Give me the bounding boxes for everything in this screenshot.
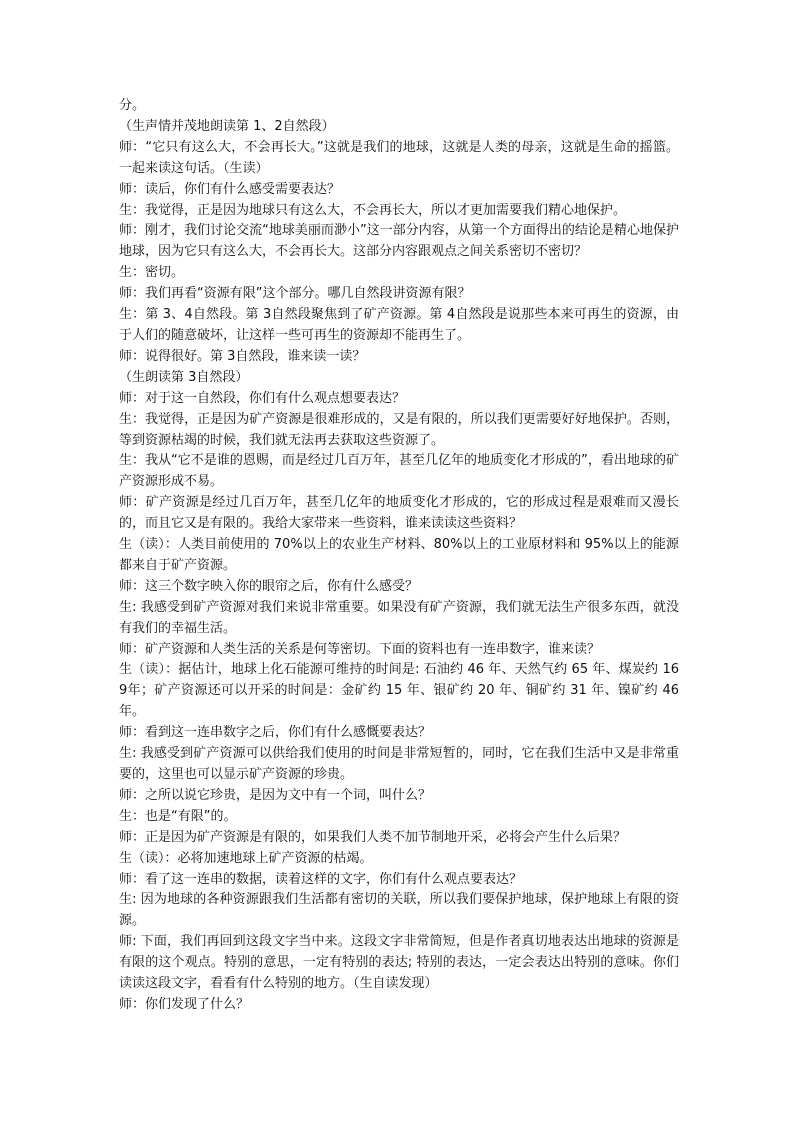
paragraph: 生：我觉得，正是因为矿产资源是很难形成的，又是有限的，所以我们更需要好好地保护。否则，等到资源枯竭的时候，我们就无法再去获取这些资源了。 <box>119 411 679 448</box>
paragraph: 师：正是因为矿产资源是有限的，如果我们人类不加节制地开采，必将会产生什么后果？ <box>119 829 627 845</box>
paragraph: 师：矿产资源和人类生活的关系是何等密切。下面的资料也有一连串数字，谁来读？ <box>119 641 601 657</box>
paragraph: 师：你们发现了什么？ <box>119 996 250 1012</box>
paragraph: 师：看了这一连串的数据，读着这样的文字，你们有什么观点要表达？ <box>119 871 523 887</box>
paragraph: 生（读）：人类目前使用的 70%以上的农业生产材料、80%以上的工业原材料和 95%以上的能源都来自于矿产资源。 <box>119 537 679 573</box>
paragraph: 生：密切。 <box>119 265 185 281</box>
paragraph: 师：矿产资源是经过几百万年，甚至几亿年的地质变化才形成的，它的形成过程是艰难而又漫长的，而且它又是有限的。我给大家带来一些资料，谁来读读这些资料？ <box>119 495 679 532</box>
paragraph: 生：也是“有限”的。 <box>119 808 237 824</box>
paragraph: 师：这三个数字映入你的眼帘之后，你有什么感受？ <box>119 578 419 594</box>
paragraph: 师：“它只有这么大，不会再长大。”这就是我们的地球，这就是人类的母亲，这就是生命的摇篮。一起来读这句话。（生读） <box>119 139 679 176</box>
paragraph: 生：第 3、4自然段。第 3自然段聚焦到了矿产资源。第 4自然段是说那些本来可再生的资源，由于人们的随意破坏，让这样一些可再生的资源却不能再生了。 <box>119 307 679 343</box>
paragraph: 师：看到这一连串数字之后，你们有什么感慨要表达？ <box>119 725 432 741</box>
paragraph: 分。 <box>119 98 146 113</box>
paragraph: 师：刚才，我们讨论交流“地球美丽而渺小”这一部分内容，从第一个方面得出的结论是精心地保护地球，因为它只有这么大，不会再长大。这部分内容跟观点之间关系密切不密切？ <box>119 223 679 260</box>
paragraph: 师：之所以说它珍贵，是因为文中有一个词，叫什么？ <box>119 787 432 803</box>
paragraph: （生声情并茂地朗读第 1、2自然段） <box>119 118 335 134</box>
paragraph: 师：对于这一自然段，你们有什么观点想要表达？ <box>119 390 406 406</box>
paragraph: （生朗读第 3自然段） <box>119 369 249 385</box>
paragraph: 生：我觉得，正是因为地球只有这么大，不会再长大，所以才更加需要我们精心地保护。 <box>119 202 627 218</box>
paragraph: 师：我们再看“资源有限”这个部分。哪几自然段讲资源有限？ <box>119 286 471 302</box>
paragraph: 师：读后，你们有什么感受需要表达？ <box>119 181 341 197</box>
paragraph: 生: 我感受到矿产资源可以供给我们使用的时间是非常短暂的，同时，它在我们生活中又是非常重要的，这里也可以显示矿产资源的珍贵。 <box>119 746 679 782</box>
paragraph: 生: 因为地球的各种资源跟我们生活都有密切的关联，所以我们要保护地球，保护地球上有限的资源。 <box>119 892 679 929</box>
paragraph: 生（读）：必将加速地球上矿产资源的枯竭。 <box>119 850 373 866</box>
lesson-transcript <box>119 96 679 1016</box>
paragraph: 生：我从“它不是谁的恩赐，而是经过几百万年，甚至几亿年的地质变化才形成的”，看出地球的矿产资源形成不易。 <box>119 453 679 490</box>
paragraph: 师: 下面，我们再回到这段文字当中来。这段文字非常简短，但是作者真切地表达出地球的资源是有限的这个观点。特别的意思，一定有特别的表达; 特别的表达，一定会表达出特别的意味。你们读读这段文字，看看有什么特别的地方。（生自读发现） <box>119 934 679 992</box>
paragraph: 生: 我感受到矿产资源对我们来说非常重要。如果没有矿产资源，我们就无法生产很多东西，就没有我们的幸福生活。 <box>119 599 679 636</box>
paragraph: 生（读）：据估计，地球上化石能源可维持的时间是: 石油约 46 年、天然气约 65 年、煤炭约 169年；矿产资源还可以开采的时间是：金矿约 15 年、银矿约 20 年、铜矿约 31 年、镍矿约 46年。 <box>119 662 679 720</box>
paragraph: 师：说得很好。第 3自然段，谁来读一读？ <box>119 348 366 364</box>
